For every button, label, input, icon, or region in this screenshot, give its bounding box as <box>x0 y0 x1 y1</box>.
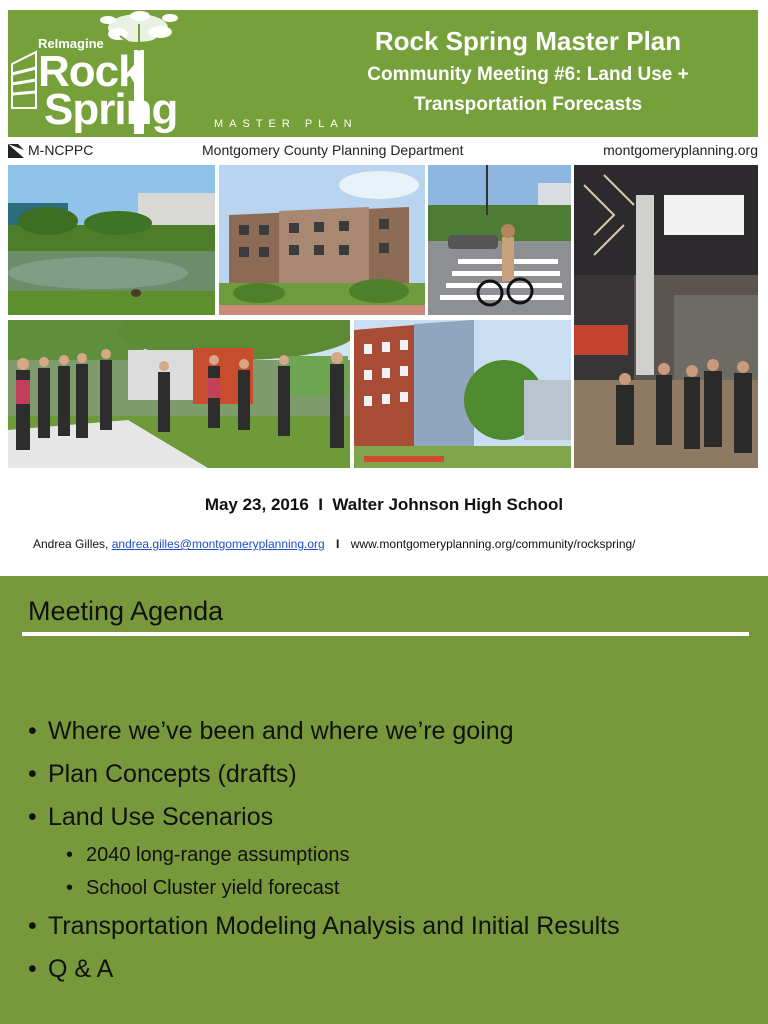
shopping-mall-photo <box>574 165 758 468</box>
agenda-subitem: • 2040 long-range assumptions <box>28 839 748 872</box>
contact-separator: I <box>336 537 340 551</box>
agenda-item: • Q & A <box>28 948 748 991</box>
apartments-rendering-photo <box>219 165 425 315</box>
agenda-item: • Where we’ve been and where we’re going <box>28 710 748 753</box>
logo-rock-text: Rock <box>38 47 142 96</box>
meeting-subtitle-line1: Community Meeting #6: Land Use + <box>367 64 689 85</box>
agenda-item: • Plan Concepts (drafts) <box>28 753 748 796</box>
contact-email-link[interactable]: andrea.gilles@montgomeryplanning.org <box>111 537 325 551</box>
website-text: montgomeryplanning.org <box>603 142 758 158</box>
agenda-list <box>28 710 748 991</box>
logo-reimagine-text: ReImagine <box>38 36 104 51</box>
agenda-title: Meeting Agenda <box>28 596 224 626</box>
agenda-subitem: • School Cluster yield forecast <box>28 872 748 905</box>
department-name: Montgomery County Planning Department <box>202 142 464 158</box>
contact-url: www.montgomeryplanning.org/community/rockspring/ <box>350 537 636 551</box>
meeting-subtitle-line2: Transportation Forecasts <box>413 94 643 115</box>
meeting-date-location: May 23, 2016 I Walter Johnson High School <box>204 495 564 514</box>
agency-name: M-NCPPC <box>28 142 94 158</box>
logo-spring-text: Spring <box>44 85 178 134</box>
mncppc-logo-icon <box>8 144 24 158</box>
agenda-slide <box>0 576 768 1024</box>
agenda-item: • Land Use Scenarios <box>28 796 748 839</box>
contact-info <box>33 537 636 551</box>
title-underline <box>22 632 749 636</box>
plan-title: Rock Spring Master Plan <box>374 26 682 56</box>
brick-building-photo <box>354 320 571 468</box>
cyclist-crosswalk-photo <box>428 165 571 315</box>
food-truck-crowd-photo <box>8 320 350 468</box>
contact-name: Andrea Gilles, <box>33 537 109 551</box>
agenda-item: • Transportation Modeling Analysis and Initial Results <box>28 905 748 948</box>
logo-master-plan-text: MASTER PLAN <box>214 118 358 130</box>
building-logo-icon <box>10 50 38 110</box>
title-banner <box>8 10 758 137</box>
pond-office-photo <box>8 165 215 315</box>
agency-bar <box>8 142 758 162</box>
